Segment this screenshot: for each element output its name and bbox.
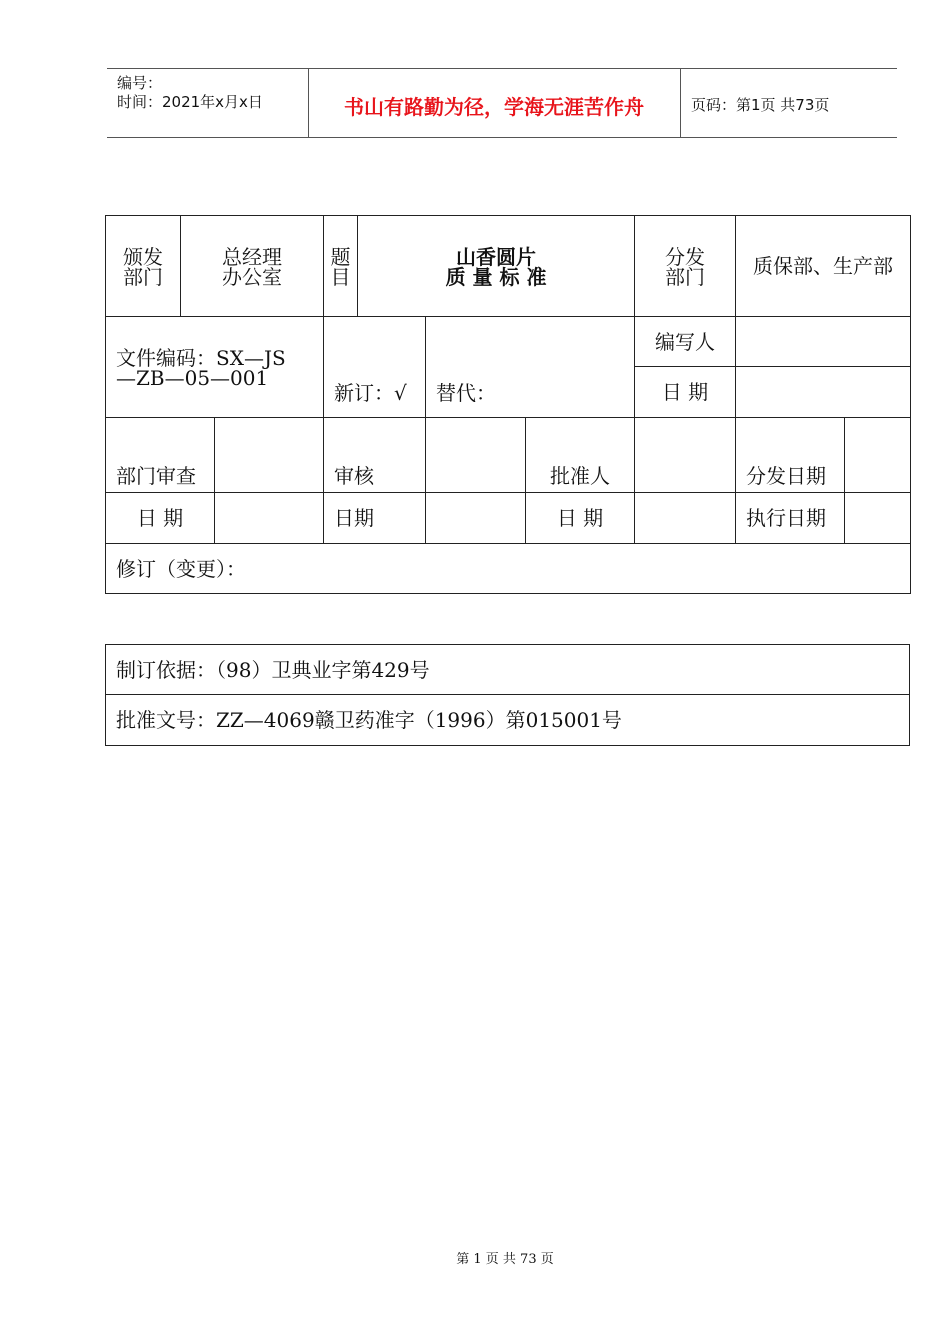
exec-date-value: [845, 493, 911, 544]
date-value-1: [736, 367, 911, 418]
dist-dept-label-1: 分发: [665, 245, 706, 269]
basis-line-2: 批准文号：ZZ—4069赣卫药准字（1996）第015001号: [106, 695, 910, 746]
title-value-2: 质 量 标 准: [445, 265, 547, 289]
doc-code-line-2: —ZB—05—001: [116, 366, 269, 390]
issue-dept-value-cell: [181, 216, 324, 317]
dist-date-value: [845, 418, 911, 493]
date-value-4: [635, 493, 736, 544]
dist-dept-label-2: 部门: [665, 265, 706, 289]
title-value-1: 山香圆片: [456, 245, 536, 269]
header-left-cell: [107, 69, 309, 137]
header-right-cell: [681, 69, 897, 137]
date-value-3: [426, 493, 526, 544]
dist-dept-label-cell: [635, 216, 736, 317]
dept-review-label: 部门审查: [106, 418, 215, 493]
new-rev: 新订：√: [334, 381, 407, 405]
doc-code-line-1: 文件编码：SX—JS: [116, 346, 286, 370]
document-form-table: [105, 215, 911, 594]
review-value: [426, 418, 526, 493]
basis-table: [105, 644, 910, 746]
approver-value: [635, 418, 736, 493]
page-info: 页码：第1页 共73页: [691, 96, 830, 114]
dept-review-value: [215, 418, 324, 493]
review-label: 审核: [324, 418, 426, 493]
motto: 书山有路勤为径，学海无涯苦作舟: [344, 95, 644, 119]
date-label-3: 日期: [324, 493, 426, 544]
page-header: [107, 68, 897, 138]
date-value-2: [215, 493, 324, 544]
approver-label: 批准人: [526, 418, 635, 493]
writer-value: [736, 317, 911, 367]
issue-dept-value-1: 总经理: [222, 245, 282, 269]
number-label: 编号：: [117, 74, 163, 92]
date-label-2: 日 期: [106, 493, 215, 544]
dist-dept-value: 质保部、生产部: [736, 216, 911, 317]
exec-date-label: 执行日期: [736, 493, 845, 544]
replace-cell: [426, 317, 635, 418]
date-label-1: 日 期: [635, 367, 736, 418]
issue-dept-label-cell: [106, 216, 181, 317]
basis-line-1: 制订依据：（98）卫典业字第429号: [106, 645, 910, 695]
doc-code-cell: [106, 317, 324, 418]
time-label: 时间：2021年x月x日: [117, 93, 263, 111]
page-footer: 第 1 页 共 73 页: [456, 1252, 554, 1267]
new-rev-cell: [324, 317, 426, 418]
issue-dept-label-2: 部门: [123, 265, 163, 289]
replace: 替代：: [436, 381, 496, 405]
date-label-4: 日 期: [526, 493, 635, 544]
title-label-cell: [324, 216, 358, 317]
title-label-1: 题: [330, 245, 351, 269]
dist-date-label: 分发日期: [736, 418, 845, 493]
issue-dept-label-1: 颁发: [123, 245, 163, 269]
issue-dept-value-2: 办公室: [222, 265, 282, 289]
header-center-cell: [308, 69, 681, 137]
writer-label: 编写人: [635, 317, 736, 367]
title-value-cell: [358, 216, 635, 317]
revision-label: 修订（变更）：: [106, 544, 911, 594]
title-label-2: 目: [330, 265, 351, 289]
